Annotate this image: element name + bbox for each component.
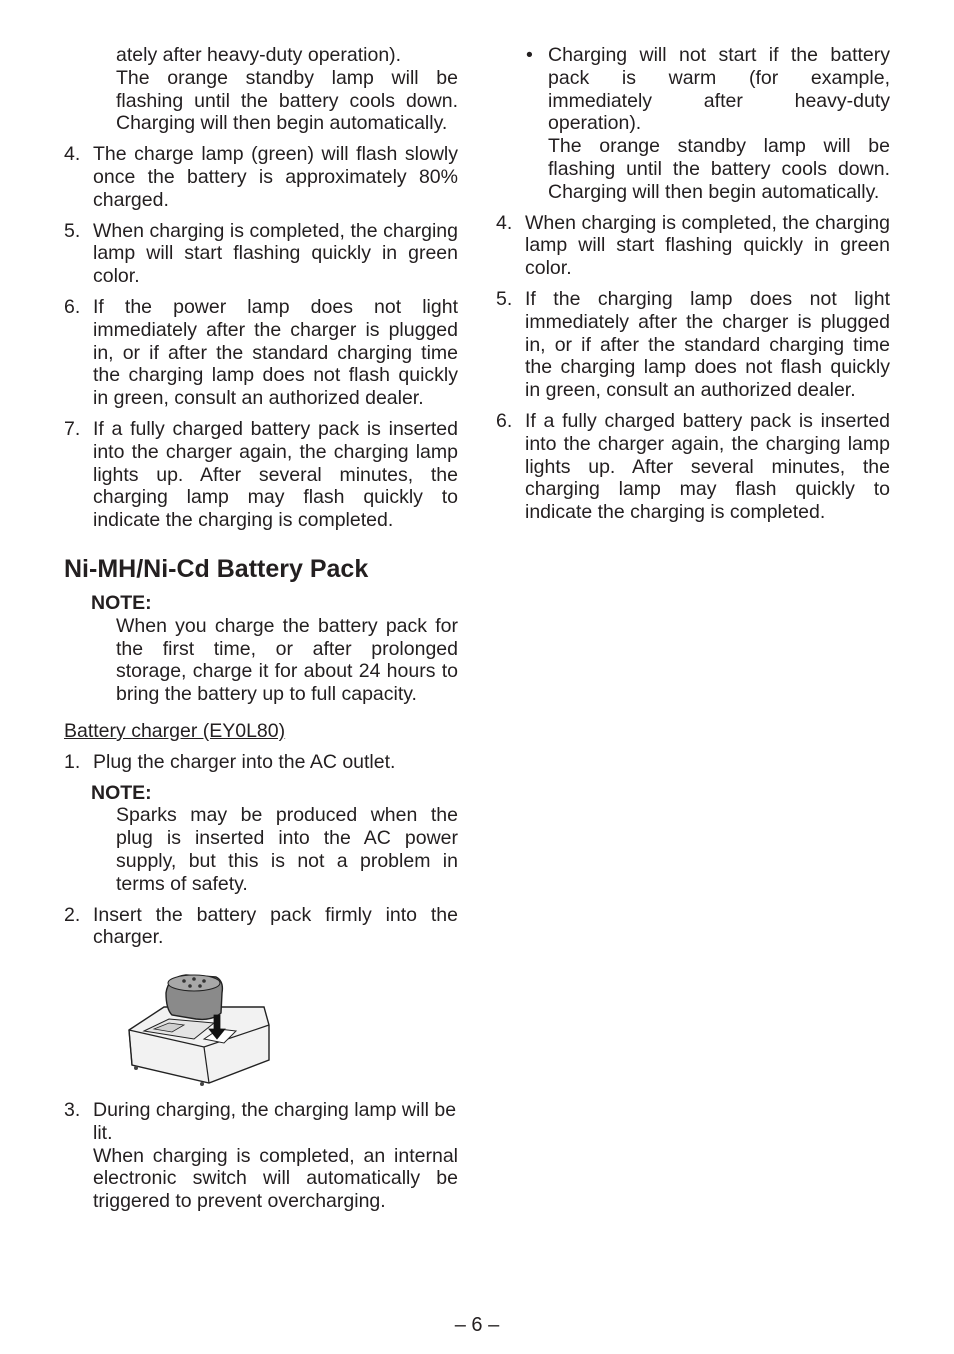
- right-list-item-6: 6. If a fully charged battery pack is inserted into the charger again, the charging lamp lights up. After several minutes, the charging lamp may flash quickly to indicate the charging is completed.: [496, 409, 890, 524]
- battery-charger-illustration: [124, 965, 274, 1090]
- right-list-item-5: 5. If the charging lamp does not light immediately after the charger is plugged in, or if after the standard charging time the charging lamp does not flash quickly in green, consult an authorized dealer.: [496, 287, 890, 402]
- right-column: [496, 44, 890, 524]
- list-item-5: 5. When charging is completed, the charging lamp will start flashing quickly in green color.: [64, 219, 458, 288]
- charger-illustration: [124, 965, 274, 1085]
- note-label-2: NOTE:: [91, 781, 152, 804]
- left-column: [64, 44, 458, 1213]
- note-label: NOTE:: [91, 591, 152, 614]
- list-item-4: 4. The charge lamp (green) will flash slowly once the battery is approximately 80% charged.: [64, 143, 458, 211]
- intro-continuation-2: The orange standby lamp will be flashing until the battery cools down. Charging will then begin automatically.: [116, 66, 458, 135]
- step-3: 3. During charging, the charging lamp will be lit. When charging is completed, an internal electronic switch will automatically be triggered to prevent overcharging.: [64, 1099, 458, 1213]
- bullet-icon: •: [526, 44, 533, 66]
- note-body-2: Sparks may be produced when the plug is inserted into the AC power supply, but this is not a problem in terms of safety.: [116, 804, 458, 895]
- bullet-continuation: The orange standby lamp will be flashing until the battery cools down. Charging will then begin automatically.: [548, 135, 890, 203]
- page-number: – 6 –: [454, 1314, 500, 1336]
- list-item-7: 7. If a fully charged battery pack is inserted into the charger again, the charging lamp lights up. After several minutes, the charging lamp may flash quickly to indicate the charging is completed.: [64, 417, 458, 532]
- step-3-text-1: During charging, the charging lamp will be lit.: [93, 1099, 457, 1144]
- note-body: When you charge the battery pack for the first time, or after prolonged storage, charge it for about 24 hours to bring the battery up to full capacity.: [116, 614, 458, 706]
- step-1: 1. Plug the charger into the AC outlet.: [64, 750, 396, 773]
- bullet-item: [526, 44, 890, 204]
- intro-continuation-1: ately after heavy-duty operation).: [116, 44, 402, 66]
- section-heading: Ni-MH/Ni-Cd Battery Pack: [64, 554, 369, 583]
- list-item-6: 6. If the power lamp does not light immediately after the charger is plugged in, or if after the standard charging time the charging lamp does not flash quickly in green, consult an authorized dealer.: [64, 295, 458, 410]
- right-list-item-4: 4. When charging is completed, the charging lamp will start flashing quickly in green color.: [496, 211, 890, 280]
- step-3-text-2: When charging is completed, an internal electronic switch will automatically be triggered to prevent overcharging.: [93, 1144, 458, 1213]
- subheading-charger: Battery charger (EY0L80): [64, 719, 286, 742]
- bullet-text: Charging will not start if the battery pack is warm (for example, immediately after heavy-duty operation).: [548, 44, 890, 135]
- step-2: 2. Insert the battery pack firmly into the charger.: [64, 903, 458, 949]
